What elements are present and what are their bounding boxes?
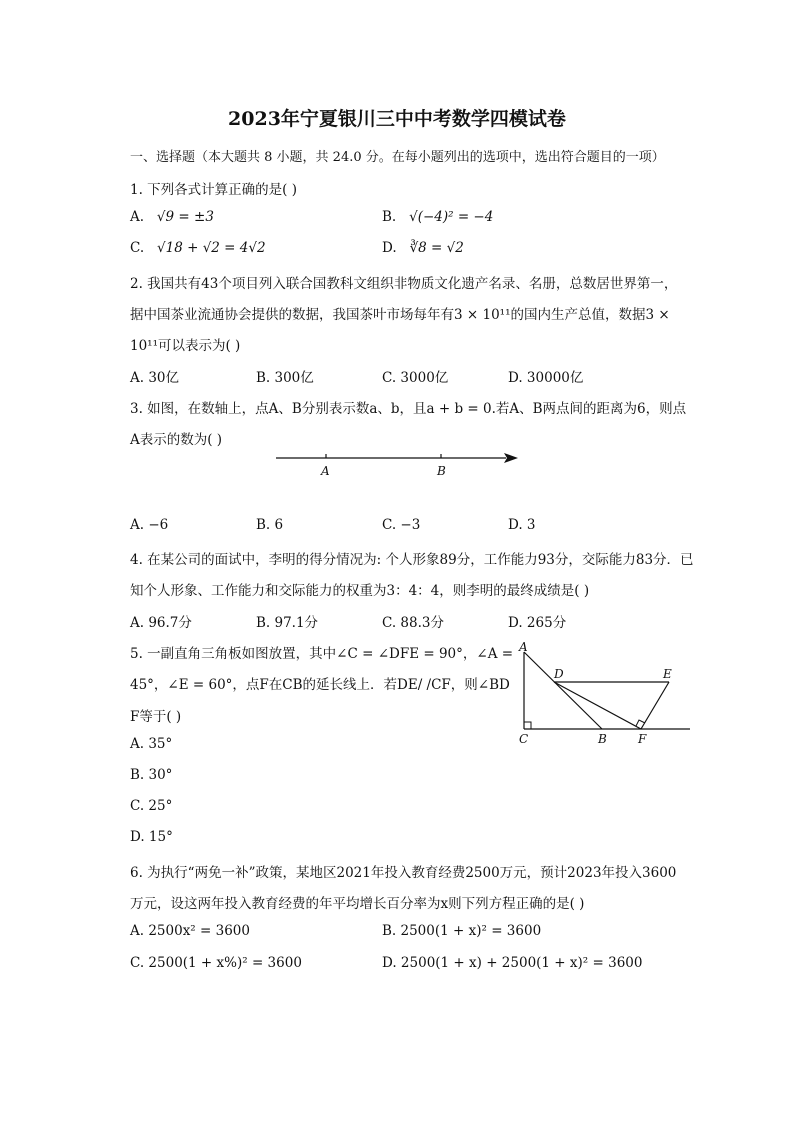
- q5-option-a: A. 35°: [130, 736, 173, 752]
- q4-line-1: 4. 在某公司的面试中，李明的得分情况为: 个人形象89分，工作能力93分，交际能力83分．已: [130, 552, 694, 568]
- q5-option-c: C. 25°: [130, 798, 173, 814]
- q3-option-a: A. −6: [130, 517, 169, 533]
- fig-label-d: D: [554, 667, 564, 681]
- q1-a-expr: √9 = ±3: [156, 209, 214, 225]
- q3-option-c: C. −3: [382, 517, 421, 533]
- q2-line-1: 2. 我国共有43个项目列入联合国教科文组织非物质文化遗产名录、名册，总数居世界第一，: [130, 276, 678, 292]
- q1-c-expr: √18 + √2 = 4√2: [157, 240, 266, 256]
- triangle-figure: [510, 638, 695, 750]
- q6-line-2: 万元，设这两年投入教育经费的年平均增长百分率为x则下列方程正确的是( ): [130, 896, 585, 912]
- q5-line-1: 5. 一副直角三角板如图放置，其中∠C = ∠DFE = 90°，∠A =: [130, 646, 514, 662]
- q5-line-3: F等于( ): [130, 709, 182, 725]
- fig-label-e: E: [663, 667, 672, 681]
- q4-option-b: B. 97.1分: [256, 615, 319, 631]
- q4-line-2: 知个人形象、工作能力和交际能力的权重为3：4：4，则李明的最终成绩是( ): [130, 583, 590, 599]
- segment-ab: [524, 652, 602, 729]
- q6-option-d: D. 2500(1 + x) + 2500(1 + x)² = 3600: [382, 955, 643, 971]
- q6-option-a: A. 2500x² = 3600: [130, 923, 250, 939]
- q1-option-d: [382, 240, 464, 256]
- q2-option-d: D. 30000亿: [508, 370, 584, 386]
- fig-label-b: B: [598, 732, 607, 746]
- q1-d-label: D.: [382, 240, 397, 256]
- point-a-label: A: [321, 464, 330, 478]
- q1-a-label: A.: [130, 209, 145, 225]
- q1-d-expr: ∛8 = √2: [409, 240, 464, 256]
- q6-line-1: 6. 为执行“两免一补”政策，某地区2021年投入教育经费2500万元，预计2023年投入3600: [130, 865, 677, 881]
- section-header: 一、选择题（本大题共 8 小题，共 24.0 分。在每小题列出的选项中，选出符合题目的一项）: [130, 150, 665, 165]
- q3-option-b: B. 6: [256, 517, 284, 533]
- q6-option-c: C. 2500(1 + x%)² = 3600: [130, 955, 302, 971]
- q4-option-c: C. 88.3分: [382, 615, 444, 631]
- segment-df: [554, 682, 641, 729]
- page-title: 2023年宁夏银川三中中考数学四模试卷: [228, 108, 566, 130]
- q2-line-3: 10¹¹可以表示为( ): [130, 338, 241, 354]
- q1-c-label: C.: [130, 240, 145, 256]
- q1-option-a: [130, 209, 214, 225]
- q1-stem: 1. 下列各式计算正确的是( ): [130, 182, 297, 198]
- q5-line-2: 45°，∠E = 60°，点F在CB的延长线上．若DE/ /CF，则∠BD: [130, 677, 510, 693]
- number-line-arrow: [504, 453, 518, 463]
- q5-option-b: B. 30°: [130, 767, 173, 783]
- q6-option-b: B. 2500(1 + x)² = 3600: [382, 923, 542, 939]
- fig-label-a: A: [519, 640, 528, 654]
- q1-b-label: B.: [382, 209, 397, 225]
- right-angle-c: [524, 722, 531, 729]
- q3-option-d: D. 3: [508, 517, 536, 533]
- q2-line-2: 据中国茶业流通协会提供的数据，我国茶叶市场每年有3 × 10¹¹的国内生产总值，数据3 ×: [130, 307, 670, 323]
- q5-option-d: D. 15°: [130, 829, 173, 845]
- q1-b-expr: √(−4)² = −4: [409, 209, 494, 225]
- fig-label-c: C: [519, 732, 529, 746]
- point-b-label: B: [437, 464, 446, 478]
- q2-option-c: C. 3000亿: [382, 370, 449, 386]
- q3-line-2: A表示的数为( ): [130, 432, 223, 448]
- q1-option-b: [382, 209, 493, 225]
- q4-option-a: A. 96.7分: [130, 615, 192, 631]
- number-line-figure: [270, 448, 530, 482]
- q2-option-b: B. 300亿: [256, 370, 314, 386]
- q4-option-d: D. 265分: [508, 615, 567, 631]
- q3-line-1: 3. 如图，在数轴上，点A、B分别表示数a、b，且a + b = 0.若A、B两点间的距离为6，则点: [130, 401, 687, 417]
- segment-ef: [641, 682, 669, 729]
- q2-option-a: A. 30亿: [130, 370, 180, 386]
- fig-label-f: F: [638, 732, 647, 746]
- q1-option-c: [130, 240, 266, 256]
